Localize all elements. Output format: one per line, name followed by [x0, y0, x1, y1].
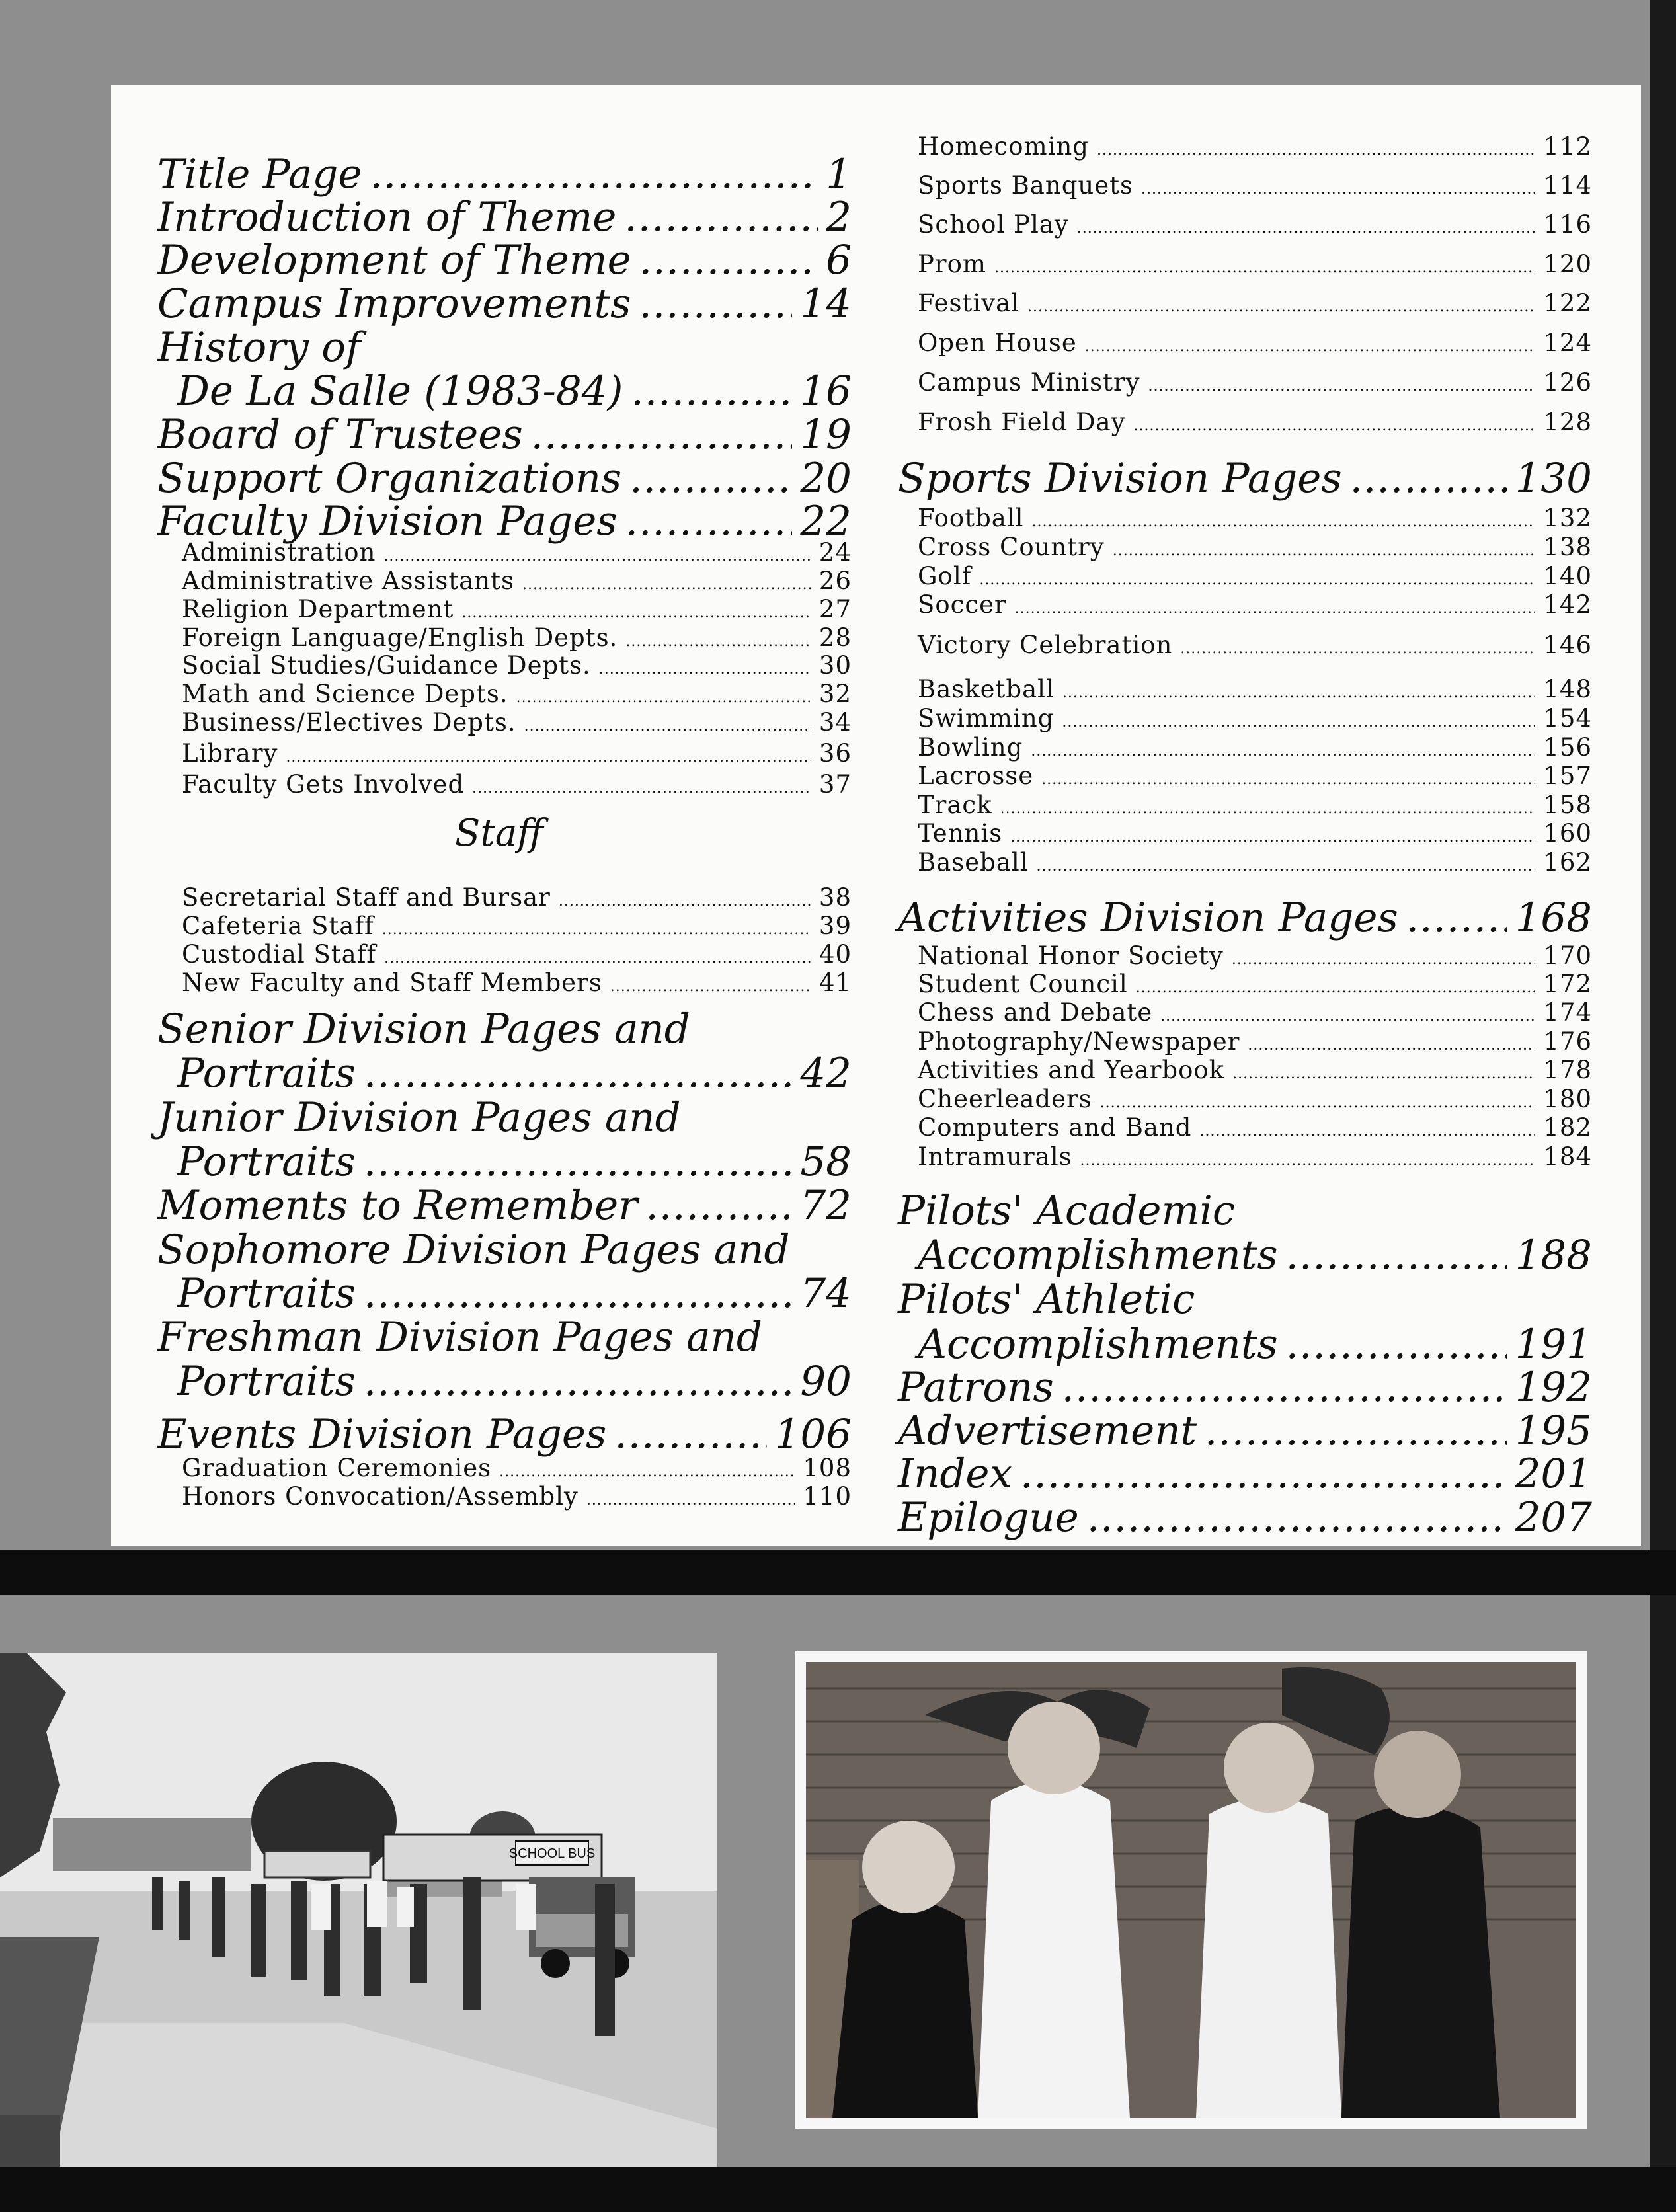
- toc-entry-page: 2: [826, 194, 852, 241]
- toc-entry-page: 14: [800, 280, 852, 327]
- toc-entry-label: Cheerleaders: [918, 1085, 1092, 1113]
- toc-entry-page: 170: [1543, 941, 1592, 970]
- toc-leader-dots: [531, 411, 793, 458]
- toc-subentry: [918, 819, 1592, 848]
- toc-section-entry: [157, 411, 852, 458]
- toc-entry-page: 20: [800, 455, 852, 502]
- toc-entry-page: 142: [1543, 590, 1592, 619]
- toc-entry-label: Custodial Staff: [182, 940, 377, 968]
- toc-entry-page: 158: [1543, 791, 1592, 819]
- toc-entry-page: 148: [1543, 675, 1592, 703]
- toc-subentry: [918, 675, 1592, 704]
- toc-leader-dots: [286, 749, 811, 766]
- toc-section-entry: [898, 1494, 1592, 1541]
- toc-entry-label: Golf: [918, 562, 972, 590]
- toc-entry-label: Cafeteria Staff: [182, 912, 374, 940]
- toc-subentry: [918, 762, 1592, 791]
- toc-leader-dots: [1000, 801, 1536, 817]
- toc-entry-page: 28: [818, 623, 852, 652]
- toc-subentry: [182, 968, 852, 998]
- toc-entry-label: Sports Division Pages: [898, 455, 1342, 502]
- toc-leader-dots: [624, 194, 818, 241]
- toc-subentry: [918, 970, 1592, 999]
- toc-leader-dots: [614, 1411, 766, 1458]
- toc-subentry: [182, 912, 852, 941]
- toc-entry-page: 36: [818, 739, 852, 768]
- toc-entry-page: 126: [1543, 368, 1592, 397]
- toc-entry-label: New Faculty and Staff Members: [182, 968, 602, 997]
- toc-section-entry: [157, 1226, 790, 1273]
- toc-leader-dots: [1031, 743, 1535, 760]
- table-of-contents: [111, 85, 1641, 1546]
- toc-entry-label: Computers and Band: [918, 1113, 1192, 1142]
- toc-entry-label: Campus Improvements: [157, 280, 631, 327]
- toc-entry-label: Secretarial Staff and Bursar: [182, 883, 551, 912]
- toc-leader-dots: [979, 572, 1535, 588]
- toc-leader-dots: [1232, 951, 1536, 968]
- toc-leader-dots: [1020, 1450, 1507, 1497]
- toc-entry-label: Administration: [182, 538, 376, 567]
- toc-entry-label: Index: [898, 1450, 1012, 1497]
- toc-entry-label: Prom: [918, 250, 986, 278]
- toc-subentry: [918, 289, 1592, 318]
- toc-section-entry: [157, 280, 852, 327]
- toc-entry-page: 32: [818, 680, 852, 708]
- toc-section-entry: [157, 1314, 762, 1361]
- toc-entry-label: Introduction of Theme: [157, 194, 617, 241]
- toc-entry-page: 182: [1543, 1113, 1592, 1142]
- toc-entry-label: Faculty Division Pages: [157, 498, 618, 545]
- toc-leader-dots: [524, 718, 811, 734]
- prom-photo-image: [806, 1662, 1576, 2118]
- toc-entry-page: 184: [1543, 1142, 1592, 1171]
- toc-entry-label: Baseball: [918, 848, 1029, 877]
- toc-entry-label: Activities Division Pages: [898, 894, 1398, 941]
- toc-leader-dots: [384, 950, 811, 967]
- toc-entry-label: Portraits: [177, 1358, 356, 1405]
- toc-entry-page: 116: [1543, 210, 1592, 239]
- toc-subentry: [918, 631, 1592, 660]
- toc-leader-dots: [383, 548, 811, 565]
- toc-subentry: [182, 567, 852, 596]
- toc-subentry: [182, 739, 852, 768]
- toc-subentry: [182, 680, 852, 709]
- toc-leader-dots: [1148, 378, 1536, 395]
- toc-entry-label: Homecoming: [918, 132, 1089, 161]
- toc-entry-label: Swimming: [918, 704, 1055, 732]
- toc-leader-dots: [1015, 600, 1536, 617]
- toc-entry-label: Faculty Gets Involved: [182, 770, 465, 799]
- toc-entry-label: Accomplishments: [918, 1232, 1278, 1279]
- toc-entry-page: 178: [1543, 1056, 1592, 1084]
- toc-subentry: [918, 848, 1592, 877]
- toc-section-entry: [157, 237, 852, 284]
- toc-entry-page: 140: [1543, 562, 1592, 590]
- toc-entry-page: 176: [1543, 1027, 1592, 1056]
- toc-leader-dots: [461, 605, 811, 621]
- toc-entry-label: Portraits: [177, 1050, 356, 1097]
- toc-entry-label: Senior Division Pages and: [157, 1006, 690, 1052]
- toc-entry-page: 124: [1543, 329, 1592, 357]
- toc-leader-dots: [516, 690, 811, 706]
- toc-subentry: [182, 538, 852, 567]
- toc-entry-label: Patrons: [898, 1364, 1054, 1411]
- toc-entry-page: 114: [1543, 171, 1592, 200]
- toc-entry-label: Victory Celebration: [918, 631, 1173, 659]
- toc-entry-label: Pilots' Athletic: [898, 1276, 1195, 1323]
- toc-entry-page: 180: [1543, 1085, 1592, 1113]
- toc-subentry: [182, 1482, 852, 1511]
- toc-leader-dots: [1010, 829, 1535, 846]
- toc-entry-page: 201: [1515, 1450, 1592, 1497]
- toc-entry-label: Moments to Remember: [157, 1182, 638, 1229]
- toc-entry-label: Soccer: [918, 590, 1007, 619]
- toc-entry-page: 128: [1543, 408, 1592, 436]
- toc-entry-page: 6: [826, 237, 852, 284]
- toc-section-entry: [157, 194, 852, 241]
- toc-leader-dots: [994, 260, 1535, 276]
- toc-leader-dots: [1027, 299, 1535, 315]
- toc-entry-label: Religion Department: [182, 595, 454, 623]
- toc-entry-label: Social Studies/Guidance Depts.: [182, 651, 591, 680]
- toc-entry-label: History of: [157, 324, 361, 371]
- toc-entry-page: 42: [800, 1050, 852, 1097]
- toc-leader-dots: [1077, 220, 1536, 237]
- toc-section-entry: [157, 455, 852, 502]
- toc-subentry: [182, 940, 852, 969]
- toc-entry-label: Basketball: [918, 675, 1055, 703]
- toc-subentry: [918, 210, 1592, 239]
- toc-leader-dots: [499, 1464, 795, 1480]
- toc-section-entry: [177, 1270, 852, 1317]
- toc-entry-label: Math and Science Depts.: [182, 680, 508, 708]
- toc-entry-page: 162: [1543, 848, 1592, 877]
- toc-entry-label: Library: [182, 739, 278, 768]
- toc-leader-dots: [364, 1138, 793, 1185]
- toc-entry-page: 38: [818, 883, 852, 912]
- toc-section-entry: [898, 1407, 1592, 1454]
- toc-leader-dots: [1141, 181, 1535, 198]
- toc-leader-dots: [586, 1492, 795, 1509]
- toc-leader-dots: [522, 576, 811, 593]
- toc-entry-page: 40: [818, 940, 852, 968]
- toc-section-entry: [898, 1187, 1236, 1234]
- toc-leader-dots: [364, 1270, 793, 1317]
- toc-entry-page: 58: [800, 1138, 852, 1185]
- toc-subentry: [182, 651, 852, 680]
- toc-leader-dots: [631, 368, 792, 415]
- toc-entry-page: 174: [1543, 998, 1592, 1027]
- toc-subentry: [918, 590, 1592, 619]
- toc-leader-dots: [1180, 641, 1535, 657]
- toc-leader-dots: [1062, 714, 1535, 731]
- staff-heading: Staff: [455, 812, 543, 855]
- toc-entry-label: Intramurals: [918, 1142, 1072, 1171]
- toc-entry-label: Administrative Assistants: [182, 567, 514, 595]
- toc-entry-label: National Honor Society: [918, 941, 1224, 970]
- toc-entry-label: Advertisement: [898, 1407, 1197, 1454]
- toc-entry-page: 30: [818, 651, 852, 680]
- toc-leader-dots: [1062, 685, 1536, 701]
- toc-section-entry: [177, 1138, 852, 1185]
- toc-section-entry: [918, 1232, 1592, 1279]
- toc-subentry: [918, 1085, 1592, 1114]
- toc-entry-label: Tennis: [918, 819, 1003, 848]
- toc-section-entry: [157, 151, 852, 198]
- toc-entry-page: 90: [800, 1358, 852, 1405]
- toc-entry-page: 188: [1515, 1232, 1592, 1279]
- toc-entry-page: 19: [800, 411, 852, 458]
- toc-entry-label: Football: [918, 504, 1024, 532]
- toc-leader-dots: [639, 237, 818, 284]
- toc-leader-dots: [364, 1050, 793, 1097]
- toc-entry-label: Chess and Debate: [918, 998, 1153, 1027]
- toc-subentry: [182, 595, 852, 624]
- toc-entry-label: Open House: [918, 329, 1077, 357]
- toc-entry-label: Junior Division Pages and: [157, 1094, 681, 1141]
- toc-entry-page: 168: [1515, 894, 1592, 941]
- toc-leader-dots: [1085, 338, 1536, 355]
- toc-leader-dots: [1113, 543, 1536, 559]
- toc-leader-dots: [364, 1358, 793, 1405]
- toc-entry-page: 156: [1543, 733, 1592, 762]
- bus-sign: SCHOOL BUS: [508, 1846, 596, 1861]
- toc-entry-label: Foreign Language/English Depts.: [182, 623, 618, 652]
- bus-photo: [0, 1653, 717, 2168]
- toc-leader-dots: [1248, 1037, 1535, 1054]
- toc-entry-label: Development of Theme: [157, 237, 631, 284]
- toc-leader-dots: [625, 633, 811, 650]
- toc-entry-label: Photography/Newspaper: [918, 1027, 1240, 1056]
- toc-entry-page: 26: [818, 567, 852, 595]
- toc-entry-page: 24: [818, 538, 852, 567]
- toc-subentry: [918, 368, 1592, 397]
- toc-leader-dots: [1134, 418, 1536, 434]
- toc-entry-page: 106: [774, 1411, 852, 1458]
- toc-leader-dots: [1286, 1321, 1507, 1368]
- toc-entry-page: 22: [800, 498, 852, 545]
- toc-leader-dots: [629, 455, 792, 502]
- toc-entry-label: Frosh Field Day: [918, 408, 1126, 436]
- toc-leader-dots: [1350, 455, 1507, 502]
- toc-entry-label: Track: [918, 791, 992, 819]
- toc-subentry: [918, 998, 1592, 1027]
- toc-section-entry: [177, 368, 852, 415]
- toc-subentry: [918, 1142, 1592, 1171]
- toc-entry-page: 110: [803, 1482, 852, 1511]
- toc-leader-dots: [370, 151, 818, 198]
- toc-section-entry: [177, 1358, 852, 1405]
- toc-subentry: [182, 623, 852, 652]
- toc-entry-page: 112: [1543, 132, 1592, 161]
- toc-leader-dots: [1080, 1152, 1536, 1169]
- toc-entry-label: Student Council: [918, 970, 1128, 998]
- toc-section-entry: [898, 1364, 1592, 1411]
- toc-entry-page: 130: [1515, 455, 1592, 502]
- toc-leader-dots: [1097, 142, 1535, 159]
- toc-entry-page: 132: [1543, 504, 1592, 532]
- toc-entry-label: Portraits: [177, 1138, 356, 1185]
- toc-section-entry: [157, 324, 361, 371]
- toc-subentry: [918, 562, 1592, 591]
- bottom-band: [0, 2167, 1676, 2212]
- toc-subentry: [182, 1454, 852, 1483]
- toc-subentry: [182, 770, 852, 799]
- toc-subentry: [918, 132, 1592, 161]
- toc-entry-label: Board of Trustees: [157, 411, 523, 458]
- prom-photo: [795, 1651, 1587, 2129]
- toc-entry-label: Sports Banquets: [918, 171, 1133, 200]
- toc-leader-dots: [472, 780, 811, 797]
- toc-section-entry: [177, 1050, 852, 1097]
- toc-entry-page: 108: [803, 1454, 852, 1482]
- toc-entry-page: 1: [826, 151, 852, 198]
- toc-entry-page: 160: [1543, 819, 1592, 848]
- toc-leader-dots: [1205, 1407, 1507, 1454]
- toc-subentry: [918, 791, 1592, 820]
- toc-subentry: [918, 329, 1592, 358]
- toc-subentry: [918, 250, 1592, 279]
- toc-section-entry: [918, 1321, 1592, 1368]
- toc-section-entry: [898, 1276, 1195, 1323]
- toc-leader-dots: [1200, 1123, 1536, 1140]
- toc-leader-dots: [382, 922, 811, 938]
- toc-entry-page: 72: [800, 1182, 852, 1229]
- toc-leader-dots: [1100, 1095, 1536, 1111]
- toc-entry-page: 146: [1543, 631, 1592, 659]
- toc-entry-page: 207: [1515, 1494, 1592, 1541]
- toc-entry-page: 16: [800, 368, 852, 415]
- toc-entry-page: 154: [1543, 704, 1592, 732]
- toc-entry-label: Honors Convocation/Assembly: [182, 1482, 579, 1511]
- toc-leader-dots: [610, 978, 811, 995]
- toc-entry-label: Pilots' Academic: [898, 1187, 1236, 1234]
- toc-entry-label: Bowling: [918, 733, 1023, 762]
- toc-section-entry: [157, 1094, 681, 1141]
- toc-leader-dots: [599, 661, 811, 678]
- toc-subentry: [182, 883, 852, 912]
- toc-leader-dots: [1406, 894, 1507, 941]
- toc-entry-label: Lacrosse: [918, 762, 1034, 790]
- toc-section-entry: [898, 455, 1592, 502]
- toc-subentry: [918, 704, 1592, 733]
- toc-subentry: [918, 533, 1592, 562]
- toc-entry-page: 157: [1543, 762, 1592, 790]
- toc-leader-dots: [1160, 1008, 1535, 1025]
- toc-entry-label: Campus Ministry: [918, 368, 1140, 397]
- page-edge: [1650, 0, 1676, 2212]
- toc-entry-label: Events Division Pages: [157, 1411, 607, 1458]
- toc-entry-page: 34: [818, 708, 852, 736]
- toc-entry-page: 192: [1515, 1364, 1592, 1411]
- toc-subentry: [182, 708, 852, 737]
- toc-entry-label: Title Page: [157, 151, 362, 198]
- toc-entry-page: 191: [1515, 1321, 1592, 1368]
- toc-entry-label: Epilogue: [898, 1494, 1079, 1541]
- toc-entry-page: 138: [1543, 533, 1592, 561]
- toc-entry-label: Portraits: [177, 1270, 356, 1317]
- toc-subentry: [918, 504, 1592, 533]
- toc-leader-dots: [1232, 1066, 1535, 1082]
- toc-entry-page: 74: [800, 1270, 852, 1317]
- toc-subentry: [918, 171, 1592, 200]
- toc-subentry: [918, 1113, 1592, 1142]
- toc-section-entry: [157, 1182, 852, 1229]
- toc-entry-label: Freshman Division Pages and: [157, 1314, 762, 1361]
- toc-entry-label: Cross Country: [918, 533, 1105, 561]
- toc-entry-label: Accomplishments: [918, 1321, 1278, 1368]
- toc-section-entry: [157, 498, 852, 545]
- toc-entry-label: School Play: [918, 210, 1069, 239]
- toc-entry-label: Sophomore Division Pages and: [157, 1226, 790, 1273]
- toc-subentry: [918, 1056, 1592, 1085]
- toc-leader-dots: [1087, 1494, 1507, 1541]
- toc-leader-dots: [1031, 514, 1535, 530]
- toc-leader-dots: [1037, 858, 1536, 875]
- toc-leader-dots: [1286, 1232, 1507, 1279]
- toc-section-entry: [898, 894, 1592, 941]
- toc-entry-page: 37: [818, 770, 852, 799]
- toc-section-entry: [157, 1411, 852, 1458]
- toc-leader-dots: [645, 1182, 792, 1229]
- toc-entry-page: 41: [818, 968, 852, 997]
- toc-leader-dots: [639, 280, 792, 327]
- divider-band: [0, 1550, 1676, 1595]
- toc-entry-page: 27: [818, 595, 852, 623]
- toc-entry-label: De La Salle (1983-84): [177, 368, 623, 415]
- toc-section-entry: [898, 1450, 1592, 1497]
- toc-entry-page: 122: [1543, 289, 1592, 317]
- toc-section-entry: [157, 1006, 690, 1052]
- toc-leader-dots: [1041, 771, 1535, 788]
- toc-entry-page: 172: [1543, 970, 1592, 998]
- toc-leader-dots: [1136, 980, 1536, 996]
- toc-entry-label: Festival: [918, 289, 1020, 317]
- toc-entry-page: 120: [1543, 250, 1592, 278]
- toc-entry-label: Activities and Yearbook: [918, 1056, 1225, 1084]
- toc-subentry: [918, 941, 1592, 970]
- toc-entry-label: Business/Electives Depts.: [182, 708, 516, 736]
- toc-entry-label: Graduation Ceremonies: [182, 1454, 492, 1482]
- toc-leader-dots: [559, 893, 811, 910]
- toc-entry-label: Support Organizations: [157, 455, 622, 502]
- toc-leader-dots: [1062, 1364, 1507, 1411]
- toc-subentry: [918, 733, 1592, 762]
- toc-subentry: [918, 1027, 1592, 1056]
- toc-subentry: [918, 408, 1592, 437]
- toc-entry-page: 39: [818, 912, 852, 940]
- toc-entry-page: 195: [1515, 1407, 1592, 1454]
